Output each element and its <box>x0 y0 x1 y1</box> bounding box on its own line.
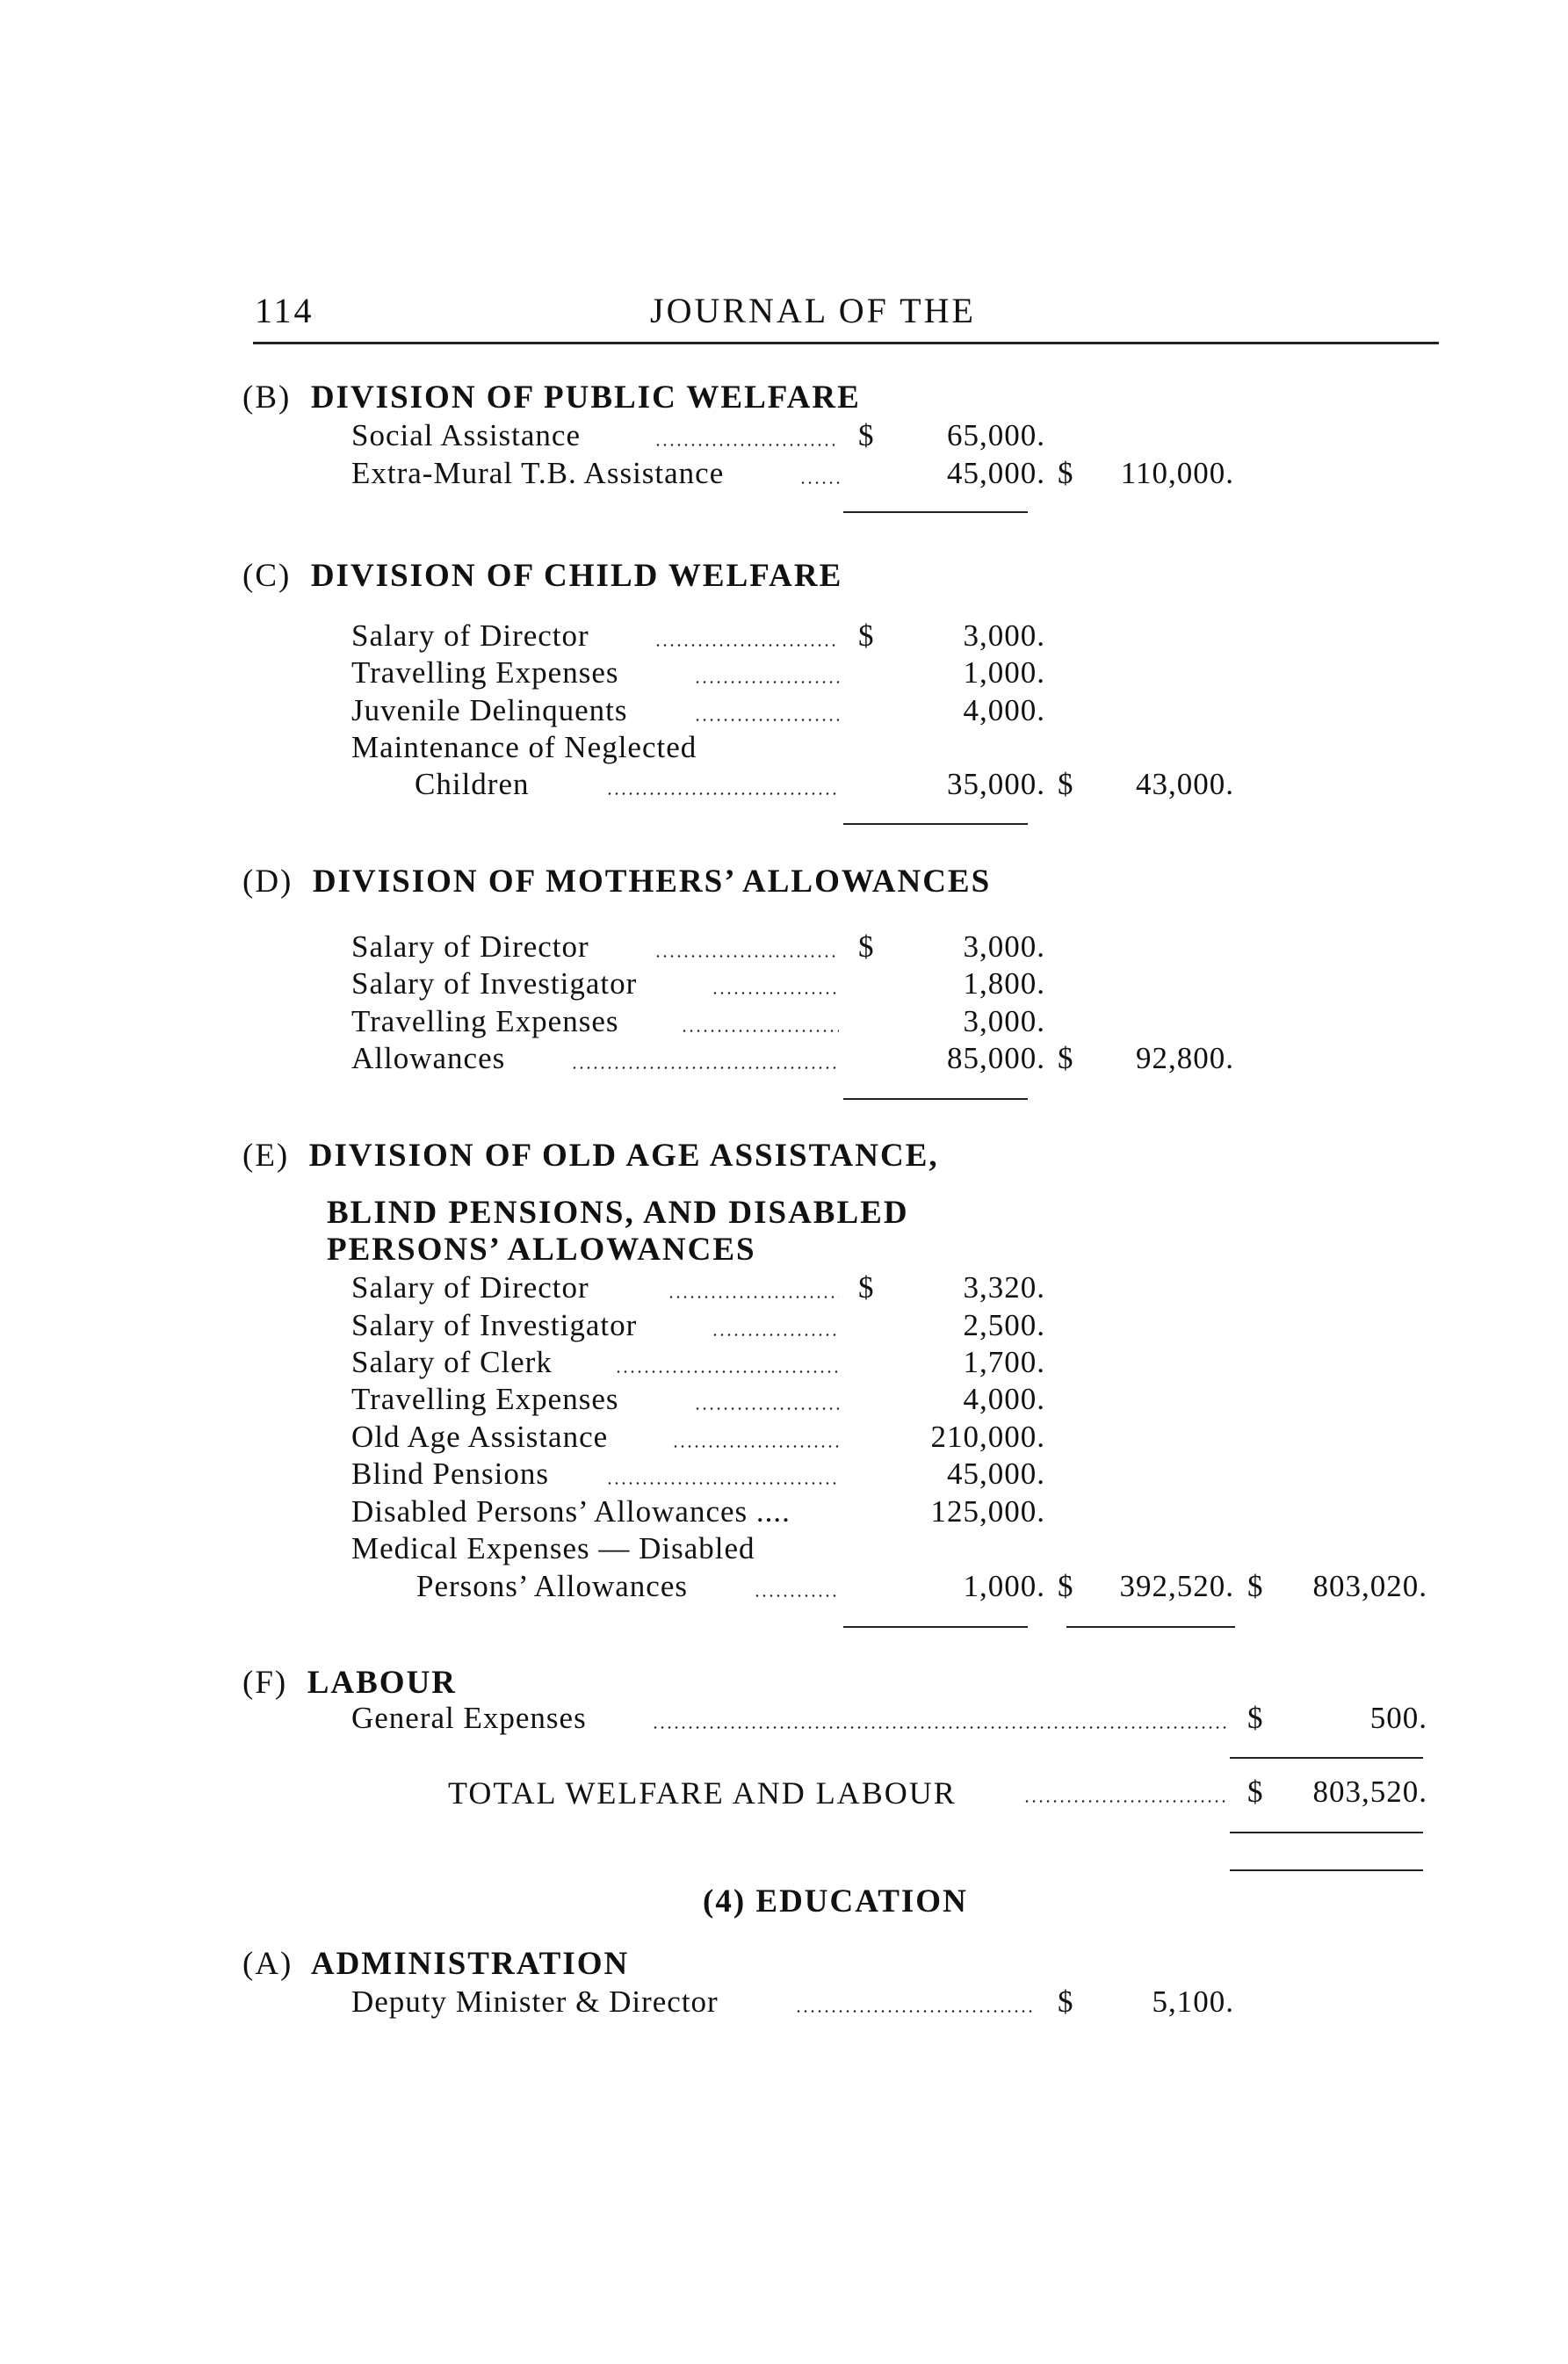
section-f-heading <box>242 1664 457 1702</box>
amount: 45,000. <box>947 1457 1045 1491</box>
total-welfare-label: TOTAL WELFARE AND LABOUR <box>448 1775 957 1811</box>
education-admin-heading <box>242 1945 629 1983</box>
leader-dots <box>694 1407 839 1410</box>
amount: 210,000. <box>930 1420 1045 1454</box>
section-e-label: (E) <box>242 1138 290 1174</box>
subtotal-rule <box>843 1098 1028 1100</box>
amount: 3,000. <box>963 929 1045 964</box>
item-persons-allowances: Persons’ Allowances <box>416 1569 688 1603</box>
education-admin-title: ADMINISTRATION <box>310 1946 630 1982</box>
grand-subtotal: 803,020. <box>1312 1569 1427 1603</box>
subtotal-rule <box>843 511 1028 513</box>
item-blind-pensions: Blind Pensions <box>351 1457 550 1491</box>
amount: 1,700. <box>963 1345 1045 1379</box>
leader-dots <box>606 792 839 795</box>
dollar-sign: $ <box>1058 1569 1073 1603</box>
dollar-sign: $ <box>1247 1701 1263 1735</box>
total-rule <box>1230 1757 1423 1759</box>
dollar-sign: $ <box>1058 767 1073 801</box>
item-social-assistance: Social Assistance <box>351 418 581 452</box>
item-salary-director: Salary of Director <box>351 618 589 653</box>
section-c-label: (C) <box>242 558 292 594</box>
amount: 35,000. <box>947 767 1045 801</box>
section-d-title: DIVISION OF MOTHERS’ ALLOWANCES <box>312 864 992 900</box>
dollar-sign: $ <box>858 929 874 964</box>
amount: 1,000. <box>963 655 1045 690</box>
item-allowances: Allowances <box>351 1041 506 1075</box>
leader-dots <box>672 1445 839 1448</box>
leader-dots <box>681 1030 839 1032</box>
subtotal: 92,800. <box>1136 1041 1234 1075</box>
dollar-sign: $ <box>1247 1775 1263 1809</box>
amount: 5,100. <box>1152 1984 1234 2019</box>
total-welfare-amount: 803,520. <box>1312 1775 1427 1809</box>
leader-dots <box>712 992 839 994</box>
amount: 4,000. <box>963 1382 1045 1416</box>
subtotal: 110,000. <box>1120 456 1234 490</box>
item-general-expenses: General Expenses <box>351 1701 587 1735</box>
section-b-label: (B) <box>242 380 292 416</box>
leader-dots <box>694 719 839 721</box>
education-heading: (4) EDUCATION <box>703 1883 968 1919</box>
item-old-age-assistance: Old Age Assistance <box>351 1420 609 1454</box>
dollar-sign: $ <box>858 618 874 653</box>
item-salary-director: Salary of Director <box>351 1270 589 1305</box>
section-e-title-line3: PERSONS’ ALLOWANCES <box>327 1232 756 1268</box>
section-d-heading <box>242 863 991 900</box>
leader-dots <box>668 1296 839 1298</box>
item-extra-mural-tb: Extra-Mural T.B. Assistance <box>351 456 725 490</box>
amount: 3,320. <box>963 1270 1045 1305</box>
item-salary-investigator: Salary of Investigator <box>351 1308 638 1342</box>
item-maintenance-neglected: Maintenance of Neglected <box>351 730 697 764</box>
section-e-title: DIVISION OF OLD AGE ASSISTANCE, <box>308 1138 939 1174</box>
dollar-sign: $ <box>1058 456 1073 490</box>
section-f-title: LABOUR <box>307 1665 458 1701</box>
item-children: Children <box>415 767 530 801</box>
item-travelling-expenses: Travelling Expenses <box>351 1382 619 1416</box>
leader-dots <box>654 955 839 958</box>
header-rule <box>253 342 1439 344</box>
section-e-title-line2: BLIND PENSIONS, AND DISABLED <box>327 1195 909 1231</box>
amount: 125,000. <box>930 1494 1045 1529</box>
leader-dots <box>652 1726 1227 1729</box>
education-admin-label: (A) <box>242 1946 293 1982</box>
section-c-heading <box>242 557 842 595</box>
leader-dots <box>615 1370 839 1373</box>
leader-dots <box>654 444 835 446</box>
dollar-sign: $ <box>858 1270 874 1305</box>
section-e-heading <box>242 1137 939 1175</box>
dollar-sign: $ <box>1058 1041 1073 1075</box>
item-deputy-minister-director: Deputy Minister & Director <box>351 1984 719 2019</box>
subtotal: 392,520. <box>1119 1569 1234 1603</box>
running-title: JOURNAL OF THE <box>650 291 976 330</box>
item-medical-expenses-disabled: Medical Expenses — Disabled <box>351 1531 755 1565</box>
leader-dots <box>795 2010 1032 2013</box>
leader-dots <box>654 644 839 647</box>
item-travelling-expenses: Travelling Expenses <box>351 1004 619 1038</box>
dollar-sign: $ <box>1247 1569 1263 1603</box>
dollar-sign: $ <box>858 418 874 452</box>
amount: 65,000. <box>947 418 1045 452</box>
double-rule-top <box>1230 1832 1423 1833</box>
leader-dots <box>754 1594 839 1597</box>
leader-dots <box>694 681 839 683</box>
amount: 45,000. <box>947 456 1045 490</box>
amount: 2,500. <box>963 1308 1045 1342</box>
section-c-title: DIVISION OF CHILD WELFARE <box>310 558 843 594</box>
leader-dots <box>799 481 843 484</box>
subtotal-rule <box>843 1626 1028 1628</box>
subtotal: 43,000. <box>1136 767 1234 801</box>
item-salary-investigator: Salary of Investigator <box>351 966 638 1001</box>
item-juvenile-delinquents: Juvenile Delinquents <box>351 693 628 727</box>
item-disabled-persons-allowances: Disabled Persons’ Allowances .... <box>351 1494 791 1529</box>
amount: 3,000. <box>963 618 1045 653</box>
section-b-title: DIVISION OF PUBLIC WELFARE <box>310 380 861 416</box>
item-travelling-expenses: Travelling Expenses <box>351 655 619 690</box>
amount: 4,000. <box>963 693 1045 727</box>
section-d-label: (D) <box>242 864 293 900</box>
amount: 3,000. <box>963 1004 1045 1038</box>
amount: 1,000. <box>963 1569 1045 1603</box>
amount: 1,800. <box>963 966 1045 1001</box>
leader-dots <box>571 1066 839 1069</box>
leader-dots <box>712 1334 839 1336</box>
leader-dots <box>1023 1800 1230 1803</box>
amount: 85,000. <box>947 1041 1045 1075</box>
subtotal-rule <box>1066 1626 1235 1628</box>
item-salary-director: Salary of Director <box>351 929 589 964</box>
section-f-label: (F) <box>242 1665 288 1701</box>
leader-dots <box>606 1482 839 1485</box>
page-number: 114 <box>255 291 314 330</box>
item-salary-clerk: Salary of Clerk <box>351 1345 553 1379</box>
dollar-sign: $ <box>1058 1984 1073 2019</box>
double-rule-bottom <box>1230 1869 1423 1871</box>
amount: 500. <box>1369 1701 1427 1735</box>
section-b-heading <box>242 379 861 416</box>
subtotal-rule <box>843 823 1028 825</box>
